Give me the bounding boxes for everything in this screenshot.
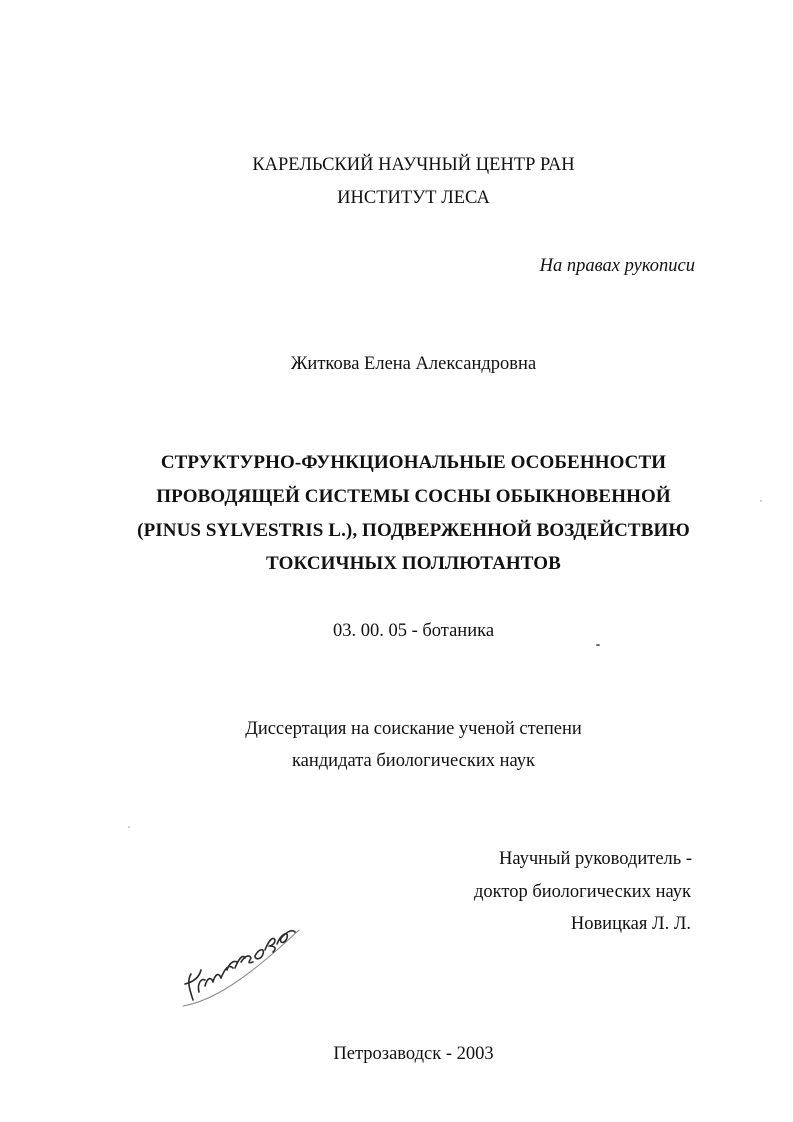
institute-name: ИНСТИТУТ ЛЕСА [337,188,490,208]
manuscript-note: На правах рукописи [539,256,695,276]
handwritten-signature [175,908,315,1018]
institution-name: КАРЕЛЬСКИЙ НАУЧНЫЙ ЦЕНТР РАН [252,155,575,175]
supervisor-name: Новицкая Л. Л. [570,914,691,934]
dissertation-line-2: кандидата биологических наук [291,751,536,771]
title-line-2: ПРОВОДЯЩЕЙ СИСТЕМЫ СОСНЫ ОБЫКНОВЕННОЙ [156,486,671,507]
supervisor-degree: доктор биологических наук [473,882,691,902]
city-year: Петрозаводск - 2003 [333,1044,494,1064]
scan-speck [760,500,762,502]
supervisor-role: Научный руководитель - [499,849,692,869]
dissertation-line-1: Диссертация на соискание ученой степени [245,719,582,739]
scan-speck [128,826,130,828]
author-name: Житкова Елена Александровна [290,354,537,374]
title-line-4: ТОКСИЧНЫХ ПОЛЛЮТАНТОВ [266,553,561,574]
specialty-code: 03. 00. 05 - ботаника [332,621,495,641]
scan-speck [596,644,600,646]
title-line-1: СТРУКТУРНО-ФУНКЦИОНАЛЬНЫЕ ОСОБЕННОСТИ [160,452,667,473]
title-line-3: (PINUS SYLVESTRIS L.), ПОДВЕРЖЕННОЙ ВОЗДЕЙСТВИЮ [137,520,690,541]
